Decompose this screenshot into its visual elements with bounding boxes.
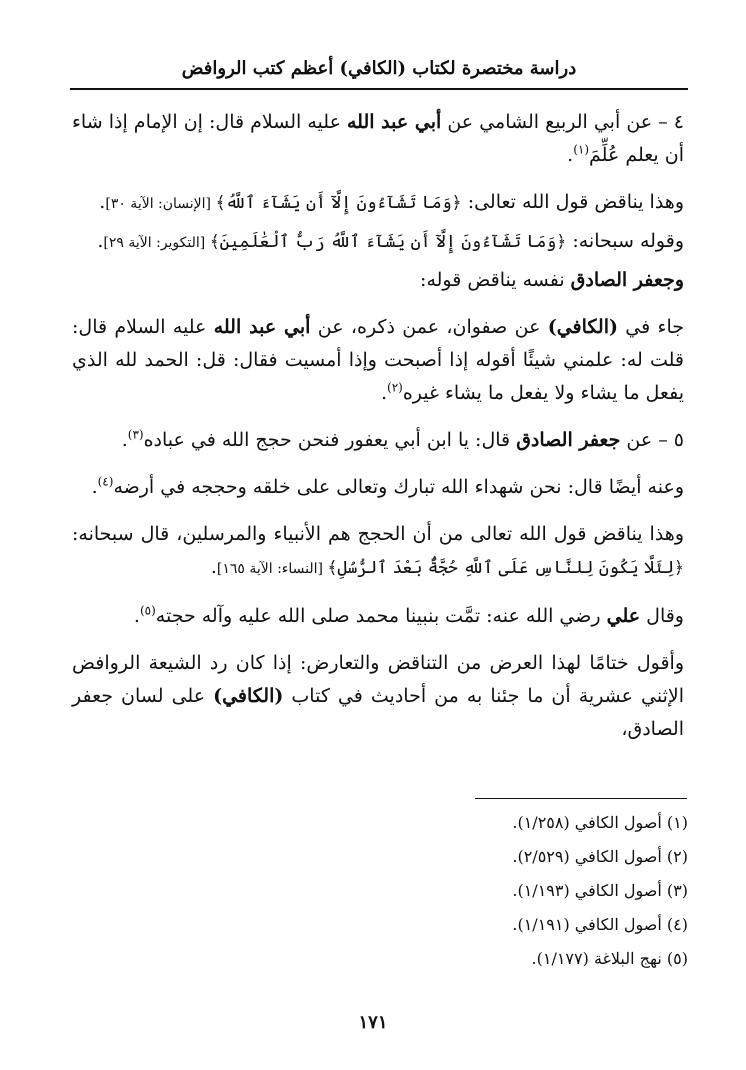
paragraph-2 — [72, 186, 684, 221]
header-rule — [70, 88, 688, 90]
text: جاء في — [617, 316, 684, 338]
quran-verse: ﴿وَمَا تَشَآءُونَ إِلَّآ أَن يَشَآءَ ٱللَّهُ﴾ — [215, 193, 462, 213]
verse-reference: [التكوير: الآية ٢٩] — [103, 235, 210, 251]
footnote-ref-2[interactable]: (٢) — [387, 380, 403, 395]
footnote-separator — [475, 798, 687, 799]
main-text — [72, 106, 684, 760]
paragraph-10 — [72, 647, 684, 746]
text: . — [133, 605, 140, 627]
paragraph-4 — [72, 264, 684, 297]
text: ٥ – عن — [620, 429, 684, 451]
book-title-kafi: (الكافي) — [213, 685, 284, 707]
text: . — [380, 382, 387, 404]
paragraph-3 — [72, 225, 684, 260]
paragraph-6 — [72, 424, 684, 457]
paragraph-7 — [72, 471, 684, 504]
name-ali: علي — [606, 605, 641, 627]
quran-verse: ﴿وَمَا تَشَآءُونَ إِلَّآ أَن يَشَآءَ ٱللَّهُ رَبُّ ٱلْعَٰلَمِينَ﴾ — [209, 232, 567, 252]
footnote-ref-4[interactable]: (٤) — [97, 474, 114, 489]
page-number: ١٧١ — [358, 1012, 388, 1033]
text: وقوله سبحانه: — [566, 230, 684, 252]
footnote-5: (٥) نهج البلاغة (١/١٧٧). — [531, 949, 688, 968]
name-jafar: وجعفر الصادق — [570, 269, 684, 291]
footnote-3: (٣) أصول الكافي (١/١٩٣). — [512, 881, 688, 900]
text: . — [91, 476, 98, 498]
name-abi-abdullah: أبي عبد الله — [346, 111, 442, 133]
footnote-ref-3[interactable]: (٣) — [127, 427, 144, 442]
text: عن صفوان، عمن ذكره، عن — [310, 316, 548, 338]
text: وأقول ختامًا لهذا العرض من التناقض والتعارض: إذا كان رد الشيعة الروافض الإثني عشرية أن ما جئنا به من أحاديث في كتاب — [72, 652, 684, 707]
text: وعنه أيضًا قال: نحن شهداء الله تبارك وتعالى على خلقه وحججه في أرضه — [113, 476, 684, 498]
text: . — [99, 191, 106, 213]
footnote-1: (١) أصول الكافي (١/٢٥٨). — [512, 813, 688, 832]
paragraph-9 — [72, 600, 684, 633]
paragraph-5 — [72, 311, 684, 410]
text: نفسه يناقض قوله: — [420, 269, 571, 291]
text: وهذا يناقض قول الله تعالى من أن الحجج هم الأنبياء والمرسلين، قال سبحانه: — [72, 523, 684, 545]
footnote-2: (٢) أصول الكافي (٢/٥٢٩). — [512, 847, 688, 866]
footnote-ref-5[interactable]: (٥) — [139, 603, 156, 618]
text: على لسان جعفر الصادق، — [72, 685, 684, 740]
footnote-ref-1[interactable]: (١) — [573, 142, 590, 157]
name-jafar: جعفر الصادق — [516, 429, 621, 451]
footnotes — [300, 806, 688, 976]
text: رضي الله عنه: تمَّت بنبينا محمد صلى الله عليه وآله حجته — [155, 605, 607, 627]
paragraph-8 — [72, 518, 684, 586]
book-title-kafi: (الكافي) — [547, 316, 618, 338]
text: وهذا يناقض قول الله تعالى: — [461, 191, 684, 213]
text: وقال — [640, 605, 684, 627]
text: . — [567, 144, 574, 166]
text: . — [97, 230, 104, 252]
name-abi-abdullah: أبي عبد الله — [213, 316, 311, 338]
verse-reference: [النساء: الآية ١٦٥] — [216, 561, 328, 577]
text: . — [121, 429, 128, 451]
text: . — [210, 556, 217, 578]
text: ٤ – عن أبي الربيع الشامي عن — [441, 111, 684, 133]
text: عليه السلام قال: إن الإمام إذا شاء أن يعلم عُلِّمَ — [72, 111, 684, 166]
footnote-4: (٤) أصول الكافي (١/١٩١). — [512, 915, 688, 934]
text: عليه السلام قال: قلت له: علمني شيئًا أقوله إذا أصبحت وإذا أمسيت فقال: قل: الحمد لله الذي يفعل ما يشاء ولا يفعل ما يشاء غيره — [72, 316, 684, 404]
running-header: دراسة مختصرة لكتاب (الكافي) أعظم كتب الروافض — [181, 58, 577, 79]
text: قال: يا ابن أبي يعفور فنحن حجج الله في عباده — [143, 429, 517, 451]
quran-verse: ﴿لِئَلَّا يَكُونَ لِلنَّاسِ عَلَى ٱللَّهِ حُجَّةٌۢ بَعْدَ ٱلرُّسُلِ﴾ — [327, 558, 684, 578]
verse-reference: [الإنسان: الآية ٣٠] — [105, 196, 216, 212]
paragraph-1 — [72, 106, 684, 172]
